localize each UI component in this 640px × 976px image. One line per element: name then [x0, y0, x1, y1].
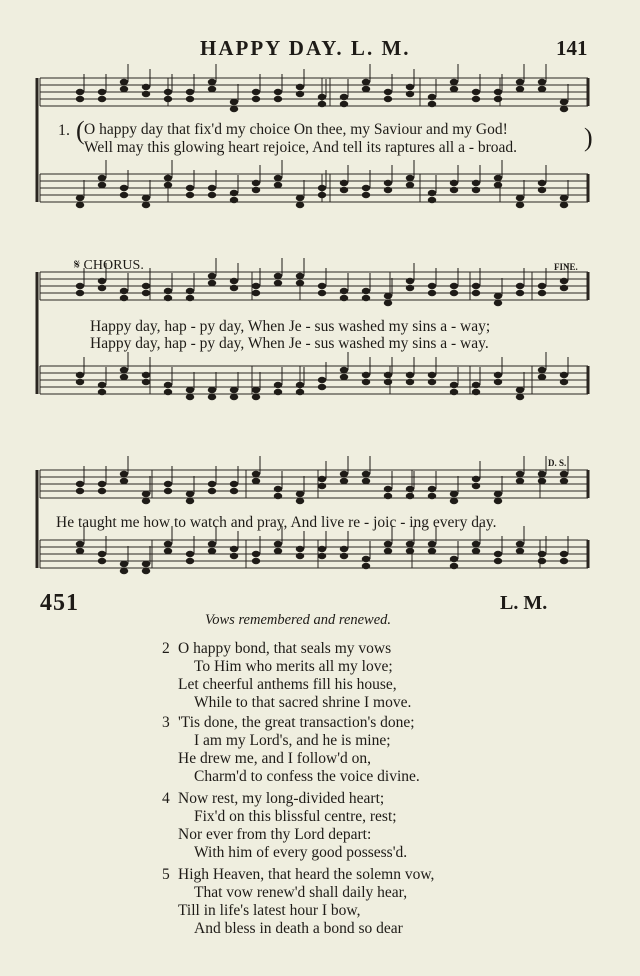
verse-line: 'Tis done, the great transaction's done; — [178, 714, 415, 731]
hymn-number: 451 — [40, 590, 79, 616]
verse-line: Nor ever from thy Lord depart: — [178, 826, 372, 843]
verse-line: Charm'd to confess the voice divine. — [194, 768, 420, 785]
stanza-number: 3 — [162, 714, 170, 731]
hymn-meter: L. M. — [500, 592, 548, 614]
stanza-number: 4 — [162, 790, 170, 807]
verse-line: With him of every good possess'd. — [194, 844, 408, 861]
verse-line: That vow renew'd shall daily hear, — [194, 884, 408, 901]
verse-line: Till in life's latest hour I bow, — [178, 902, 361, 919]
verse-line: Now rest, my long-divided heart; — [178, 790, 385, 807]
verse-line: Let cheerful anthems fill his house, — [178, 676, 397, 693]
stanza-number: 2 — [162, 640, 170, 657]
verse-line: High Heaven, that heard the solemn vow, — [178, 866, 435, 883]
verse-line: O happy bond, that seals my vows — [178, 640, 392, 657]
lyric-line: He taught me how to watch and pray, And live re - joic - ing every day. — [56, 514, 497, 531]
verse-line: Fix'd on this blissful centre, rest; — [194, 808, 397, 825]
hymn-tune-title: HAPPY DAY. L. M. — [200, 36, 411, 60]
verse-line: To Him who merits all my love; — [194, 658, 393, 675]
hymn-subtitle: Vows remembered and renewed. — [205, 612, 392, 628]
lyric-line: Happy day, hap - py day, When Je - sus washed my sins a - way. — [90, 335, 489, 352]
fine-mark: FINE. — [554, 262, 578, 272]
page-number: 141 — [556, 36, 588, 60]
ds-mark: D. S. — [548, 458, 567, 468]
verse-line: I am my Lord's, and he is mine; — [194, 732, 391, 749]
verse-line: He drew me, and I follow'd on, — [178, 750, 372, 767]
lyric-line: Well may this glowing heart rejoice, And tell its raptures all a - broad. — [84, 139, 518, 156]
stanza-number: 5 — [162, 866, 170, 883]
verse-number: 1. — [58, 122, 70, 139]
right-brace: ) — [584, 123, 593, 152]
verse-line: While to that sacred shrine I move. — [194, 694, 412, 711]
left-brace: ( — [76, 116, 85, 145]
verse-line: And bless in death a bond so dear — [194, 920, 403, 937]
lyric-line: Happy day, hap - py day, When Je - sus washed my sins a - way; — [90, 318, 491, 335]
lyric-line: O happy day that fix'd my choice On thee, my Saviour and my God! — [84, 121, 508, 138]
chorus-label: 𝄋 CHORUS. — [74, 258, 144, 273]
